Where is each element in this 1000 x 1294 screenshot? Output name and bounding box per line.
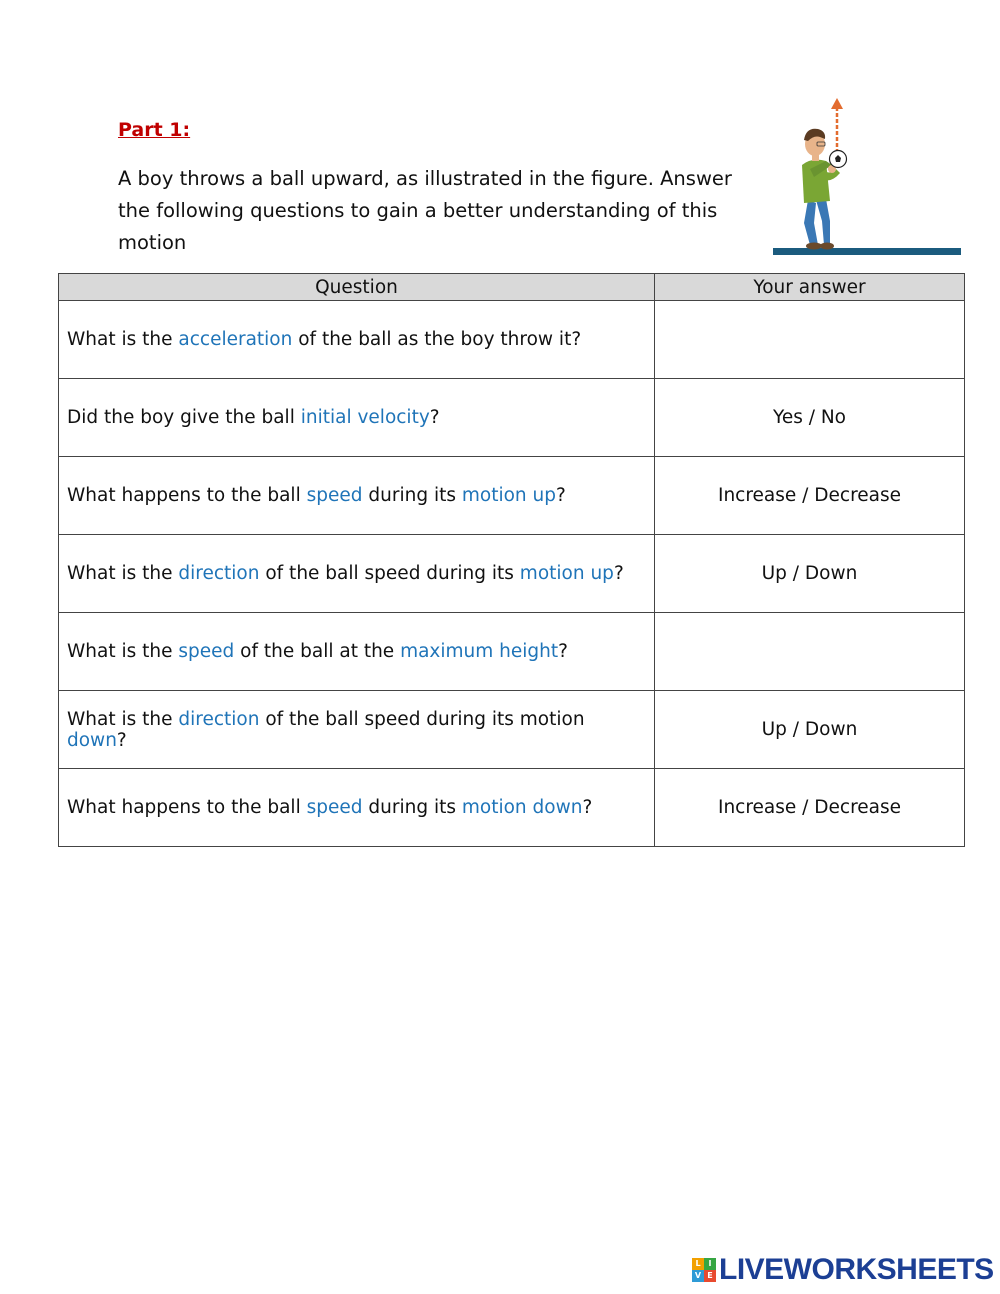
question-text: What happens to the ball xyxy=(67,797,307,818)
question-text: during its xyxy=(362,797,462,818)
table-row xyxy=(59,691,965,769)
highlighted-term: speed xyxy=(178,641,235,662)
highlighted-term: motion up xyxy=(519,563,614,584)
highlighted-term: speed xyxy=(306,797,363,818)
question-cell xyxy=(59,535,655,613)
question-text: What is the xyxy=(67,563,179,584)
question-text: What is the xyxy=(67,641,179,662)
table-row xyxy=(59,457,965,535)
highlighted-term: speed xyxy=(306,485,363,506)
questions-table xyxy=(58,273,965,847)
highlighted-term: acceleration xyxy=(178,329,293,350)
answer-cell[interactable] xyxy=(655,613,965,691)
answer-cell[interactable]: Increase / Decrease xyxy=(655,769,965,847)
answer-cell[interactable]: Yes / No xyxy=(655,379,965,457)
question-text: What is the xyxy=(67,329,179,350)
table-row xyxy=(59,379,965,457)
upward-arrow-head xyxy=(831,98,843,109)
liveworksheets-logo xyxy=(692,1252,994,1288)
part-title: Part 1: xyxy=(118,119,191,141)
answer-cell[interactable]: Up / Down xyxy=(655,691,965,769)
question-cell xyxy=(59,769,655,847)
question-cell xyxy=(59,613,655,691)
question-text: of the ball speed during its xyxy=(259,563,520,584)
table-header-row xyxy=(59,274,965,301)
table-row xyxy=(59,535,965,613)
answer-cell[interactable]: Up / Down xyxy=(655,535,965,613)
highlighted-term: initial velocity xyxy=(300,407,430,428)
answer-cell[interactable] xyxy=(655,301,965,379)
question-text: What is the xyxy=(67,708,179,730)
question-text: ? xyxy=(558,641,568,662)
question-text: of the ball as the boy throw it? xyxy=(292,329,582,350)
question-cell xyxy=(59,379,655,457)
question-text: ? xyxy=(116,729,127,751)
question-text: ? xyxy=(556,485,566,506)
logo-text: LIVEWORKSHEETS xyxy=(719,1253,994,1286)
ground-line xyxy=(773,248,961,255)
highlighted-term: maximum height xyxy=(400,641,559,662)
intro-paragraph: A boy throws a ball upward, as illustrated in the figure. Answer the following questions to gain a better understanding of this motion xyxy=(118,167,732,254)
question-text: What happens to the ball xyxy=(67,485,307,506)
header-question: Question xyxy=(59,274,655,301)
question-text: of the ball speed during its motion xyxy=(259,708,585,730)
highlighted-term: direction xyxy=(178,563,260,584)
question-text: ? xyxy=(613,563,624,584)
boy-throwing-ball-illustration xyxy=(770,95,965,260)
table-row xyxy=(59,613,965,691)
header-your-answer: Your answer xyxy=(655,274,965,301)
question-text: Did the boy give the ball xyxy=(67,407,301,428)
table-row xyxy=(59,769,965,847)
highlighted-term: down xyxy=(67,729,117,751)
highlighted-term: direction xyxy=(178,708,260,730)
question-cell xyxy=(59,301,655,379)
highlighted-term: motion down xyxy=(461,797,583,818)
logo-mark-icon: L I V E xyxy=(692,1258,716,1282)
question-text: of the ball at the xyxy=(234,641,401,662)
answer-cell[interactable]: Increase / Decrease xyxy=(655,457,965,535)
question-text: during its xyxy=(362,485,462,506)
question-cell xyxy=(59,691,655,769)
question-text: ? xyxy=(582,797,593,818)
question-text: ? xyxy=(429,407,440,428)
question-cell xyxy=(59,457,655,535)
highlighted-term: motion up xyxy=(461,485,556,506)
table-row xyxy=(59,301,965,379)
